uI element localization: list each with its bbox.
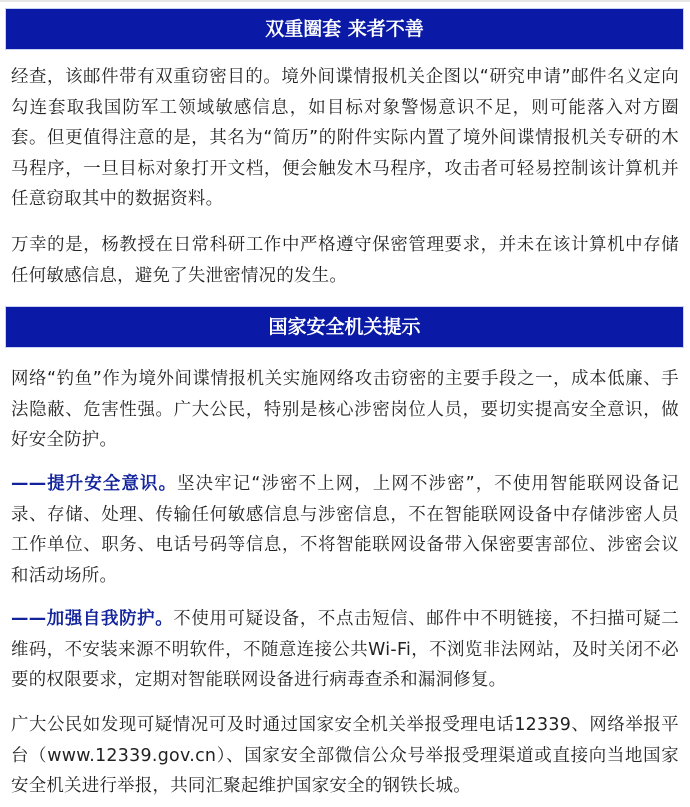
top-divider [0,0,690,2]
paragraph-report-channels: 广大公民如发现可疑情况可及时通过国家安全机关举报受理电话12339、网络举报平台（www.12339.gov.cn）、国家安全部微信公众号举报受理渠道或直接向当地国家安全机关进行举报，共同汇聚起维护国家安全的钢铁长城。 [11,715,679,796]
tip-lead: ——提升安全意识。 [11,474,178,494]
tip-raise-awareness [11,469,679,591]
section-heading-text: 双重圈套 来者不善 [265,18,424,40]
section-heading-double-trap [5,8,684,50]
tip-text: 坚决牢记“涉密不上网，上网不涉密”，不使用智能联网设备记录、存储、处理、传输任何敏感信息与涉密信息，不在智能联网设备中存储涉密人员工作单位、职务、电话号码等信息，不将智能联网设备带入保密要害部位、涉密会议和活动场所。 [11,474,680,586]
section-heading-text: 国家安全机关提示 [268,316,421,338]
paragraph-fortunate: 万幸的是，杨教授在日常科研工作中严格遵守保密管理要求，并未在该计算机中存储任何敏感信息，避免了失泄密情况的发生。 [11,235,679,286]
paragraph-phishing-intro: 网络“钓鱼”作为境外间谍情报机关实施网络攻击窃密的主要手段之一，成本低廉、手法隐蔽、危害性强。广大公民，特别是核心涉密岗位人员，要切实提高安全意识，做好安全防护。 [11,369,679,450]
tip-lead: ——加强自我防护。 [11,609,174,629]
paragraph-investigation: 经查，该邮件带有双重窃密目的。境外间谍情报机关企图以“研究申请”邮件名义定向勾连套取我国防军工领域敏感信息，如目标对象警惕意识不足，则可能落入对方圈套。但更值得注意的是，其名为“简历”的附件实际内置了境外间谍情报机关专研的木马程序，一旦目标对象打开文档，便会触发木马程序，攻击者可轻易控制该计算机并任意窃取其中的数据资料。 [11,67,679,209]
tip-self-protection [11,604,679,696]
section-heading-security-tips [5,306,684,348]
tip-text: 不使用可疑设备，不点击短信、邮件中不明链接，不扫描可疑二维码，不安装来源不明软件，不随意连接公共Wi-Fi，不浏览非法网站，及时关闭不必要的权限要求，定期对智能联网设备进行病毒查杀和漏洞修复。 [11,609,680,690]
